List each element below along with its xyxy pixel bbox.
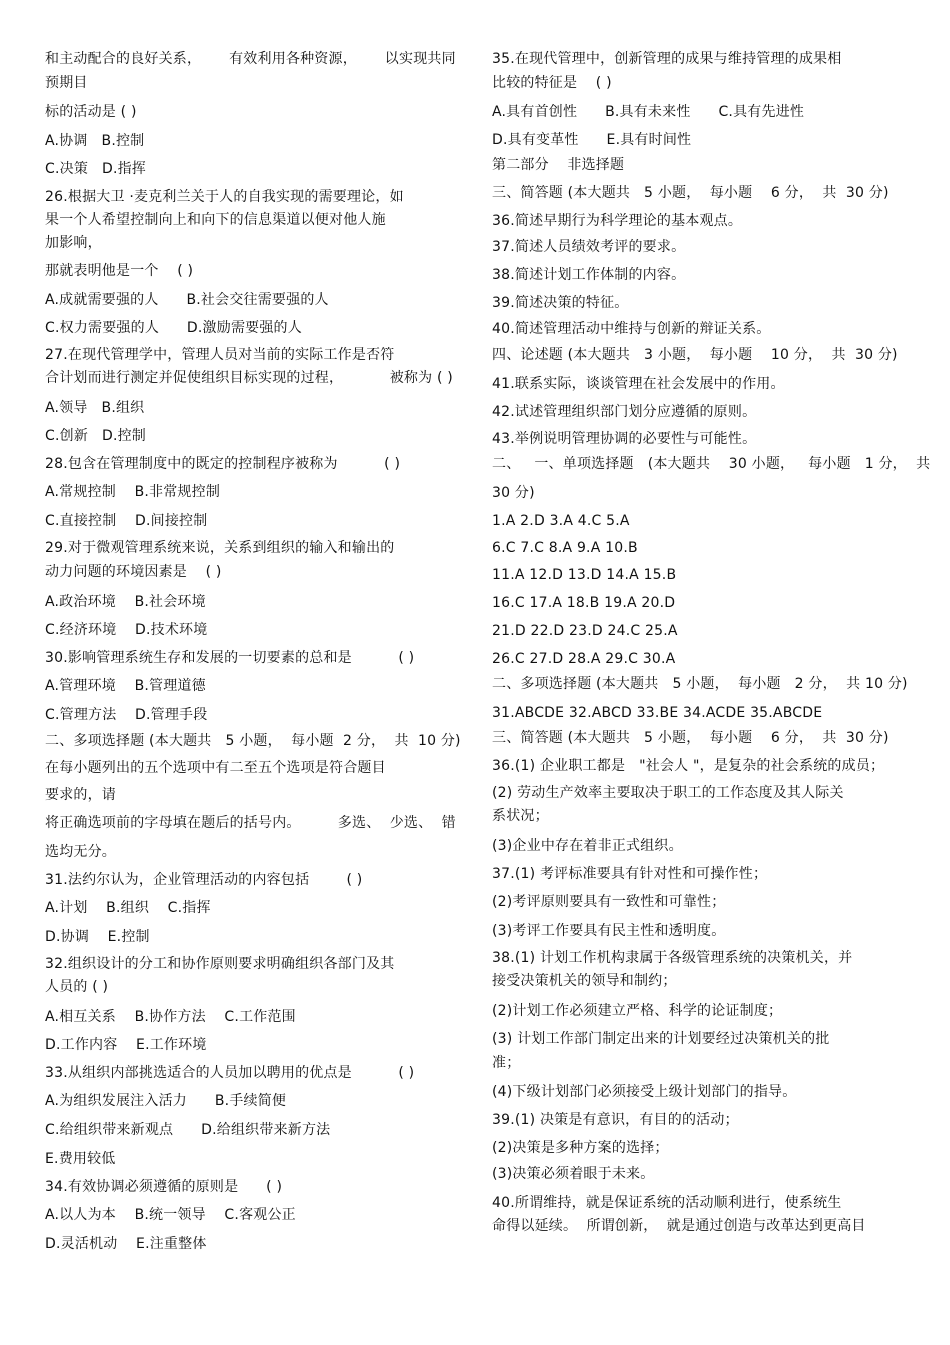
text-line: C.经济环境 D.技术环境 [45,622,208,638]
text-line: 加影响， [45,235,102,251]
text-line: A.具有首创性 B.具有未来性 C.具有先进性 [492,104,805,120]
text-line: 29.对于微观管理系统来说，关系到组织的输入和输出的 [45,540,395,556]
text-line: 和主动配合的良好关系， 有效利用各种资源， 以实现共同 [45,51,456,67]
text-line: 系状况； [492,808,549,824]
text-line: 41.联系实际，谈谈管理在社会发展中的作用。 [492,376,785,392]
text-line: 命得以延续。 所谓创新， 就是通过创造与改革达到更高目 [492,1218,866,1234]
text-line: 三、简答题 (本大题共 5 小题， 每小题 6 分， 共 30 分) [492,185,889,201]
text-line: (3)决策必须着眼于未来。 [492,1166,655,1182]
text-line: C.权力需要强的人 D.激励需要强的人 [45,320,302,336]
text-line: C.直接控制 D.间接控制 [45,513,208,529]
text-line: A.以人为本 B.统一领导 C.客观公正 [45,1207,296,1223]
text-line: 30 分) [492,485,535,501]
text-line: 二、 一、单项选择题 (本大题共 30 小题， 每小题 1 分， 共 [492,456,931,472]
text-line: 果一个人希望控制向上和向下的信息渠道以便对他人施 [45,212,386,228]
right-column [492,50,931,1235]
text-line: A.为组织发展注入活力 B.手续简便 [45,1093,287,1109]
text-line: 动力问题的环境因素是 ( ) [45,564,222,580]
text-line: 39.(1) 决策是有意识，有目的的活动； [492,1112,739,1128]
text-line: 38.简述计划工作体制的内容。 [492,267,686,283]
text-line: 34.有效协调必须遵循的原则是 ( ) [45,1179,283,1195]
text-line: 比较的特征是 ( ) [492,75,612,91]
text-line: 40.所谓维持，就是保证系统的活动顺利进行，使系统生 [492,1195,842,1211]
text-line: 将正确选项前的字母填在题后的括号内。 多选、 少选、 错 [45,815,456,831]
text-line: C.创新 D.控制 [45,428,147,444]
text-line: 31.法约尔认为，企业管理活动的内容包括 ( ) [45,872,363,888]
text-line: 21.D 22.D 23.D 24.C 25.A [492,623,678,639]
text-line: 合计划而进行测定并促使组织目标实现的过程， 被称为 ( ) [45,370,453,386]
text-line: A.成就需要强的人 B.社会交往需要强的人 [45,292,329,308]
text-line: 1.A 2.D 3.A 4.C 5.A [492,513,630,529]
text-line: 38.(1) 计划工作机构隶属于各级管理系统的决策机关，并 [492,950,853,966]
text-line: 三、简答题 (本大题共 5 小题， 每小题 6 分， 共 30 分) [492,730,889,746]
text-line: (2)决策是多种方案的选择； [492,1140,669,1156]
text-line: 36.简述早期行为科学理论的基本观点。 [492,213,743,229]
text-line: 二、多项选择题 (本大题共 5 小题， 每小题 2 分， 共 10 分) [45,733,461,749]
text-line: C.决策 D.指挥 [45,161,147,177]
text-line: 43.举例说明管理协调的必要性与可能性。 [492,431,757,447]
text-line: 39.简述决策的特征。 [492,295,629,311]
text-line: 36.(1) 企业职工都是 "社会人 "，是复杂的社会系统的成员； [492,758,885,774]
text-line: 40.简述管理活动中维持与创新的辩证关系。 [492,321,771,337]
text-line: A.相互关系 B.协作方法 C.工作范围 [45,1009,296,1025]
text-line: 33.从组织内部挑选适合的人员加以聘用的优点是 ( ) [45,1065,415,1081]
text-line: 人员的 ( ) [45,979,109,995]
text-line: 二、多项选择题 (本大题共 5 小题， 每小题 2 分， 共 10 分) [492,676,908,692]
text-line: 第二部分 非选择题 [492,157,625,173]
text-line: D.灵活机动 E.注重整体 [45,1236,207,1252]
text-line: 32.组织设计的分工和协作原则要求明确组织各部门及其 [45,956,395,972]
text-line: 16.C 17.A 18.B 19.A 20.D [492,595,676,611]
text-line: E.费用较低 [45,1151,116,1167]
text-line: 选均无分。 [45,844,116,860]
text-line: 31.ABCDE 32.ABCD 33.BE 34.ACDE 35.ABCDE [492,705,823,721]
text-line: 准； [492,1055,521,1071]
text-line: (4)下级计划部门必须接受上级计划部门的指导。 [492,1084,797,1100]
text-line: C.管理方法 D.管理手段 [45,707,208,723]
text-line: A.管理环境 B.管理道德 [45,678,206,694]
text-line: (2)计划工作必须建立严格、科学的论证制度； [492,1003,783,1019]
text-line: D.协调 E.控制 [45,929,150,945]
text-line: 42.试述管理组织部门划分应遵循的原则。 [492,404,757,420]
text-line: 11.A 12.D 13.D 14.A 15.B [492,567,677,583]
text-line: A.领导 B.组织 [45,400,145,416]
text-line: C.给组织带来新观点 D.给组织带来新方法 [45,1122,331,1138]
text-line: D.具有变革性 E.具有时间性 [492,132,692,148]
text-line: 标的活动是 ( ) [45,104,137,120]
text-line: 在每小题列出的五个选项中有二至五个选项是符合题目 [45,760,386,776]
text-line: 预期目 [45,75,88,91]
text-line: 27.在现代管理学中，管理人员对当前的实际工作是否符 [45,347,395,363]
text-line: 26.根据大卫 ·麦克利兰关于人的自我实现的需要理论，如 [45,189,404,205]
text-line: (3)企业中存在着非正式组织。 [492,838,683,854]
text-line: 37.简述人员绩效考评的要求。 [492,239,686,255]
text-line: (2) 劳动生产效率主要取决于职工的工作态度及其人际关 [492,785,844,801]
text-line: 6.C 7.C 8.A 9.A 10.B [492,540,638,556]
text-line: 那就表明他是一个 ( ) [45,263,194,279]
text-line: 35.在现代管理中，创新管理的成果与维持管理的成果相 [492,51,842,67]
text-line: (3)考评工作要具有民主性和透明度。 [492,923,726,939]
text-line: 要求的，请 [45,787,116,803]
left-column [45,50,470,1253]
text-line: 四、论述题 (本大题共 3 小题， 每小题 10 分， 共 30 分) [492,347,898,363]
text-line: 26.C 27.D 28.A 29.C 30.A [492,651,676,667]
text-line: 30.影响管理系统生存和发展的一切要素的总和是 ( ) [45,650,415,666]
text-line: (2)考评原则要具有一致性和可靠性； [492,894,726,910]
text-line: A.协调 B.控制 [45,133,145,149]
text-line: (3) 计划工作部门制定出来的计划要经过决策机关的批 [492,1031,830,1047]
text-line: A.政治环境 B.社会环境 [45,594,206,610]
text-line: A.计划 B.组织 C.指挥 [45,900,211,916]
text-line: D.工作内容 E.工作环境 [45,1037,207,1053]
text-line: 接受决策机关的领导和制约； [492,973,677,989]
text-line: 28.包含在管理制度中的既定的控制程序被称为 ( ) [45,456,401,472]
text-line: 37.(1) 考评标准要具有针对性和可操作性； [492,866,768,882]
text-line: A.常规控制 B.非常规控制 [45,484,221,500]
